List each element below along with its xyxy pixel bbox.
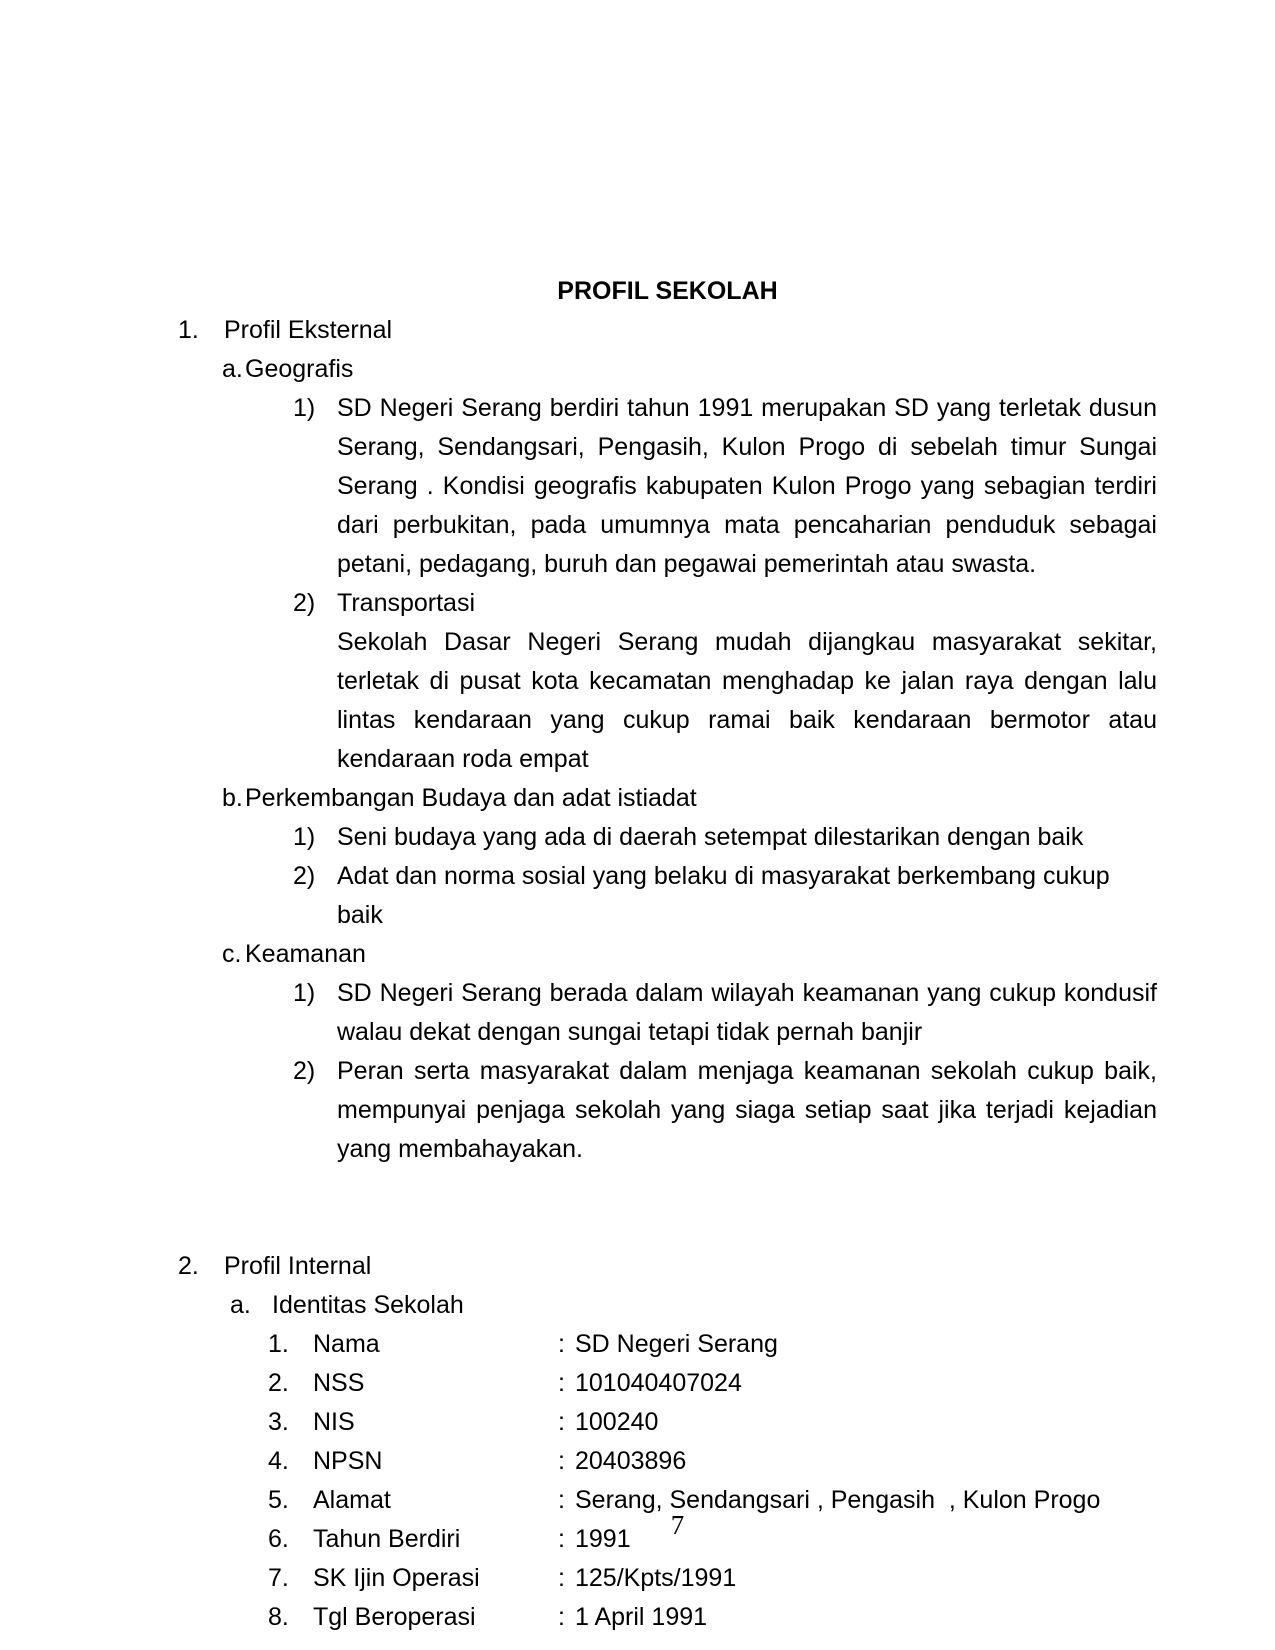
row-colon: : — [558, 1369, 565, 1397]
subsection-1b — [222, 779, 1157, 818]
row-number: 2. — [268, 1369, 289, 1397]
row-value: 100240 — [575, 1408, 659, 1436]
table-row — [268, 1403, 1157, 1442]
page-number: 7 — [670, 1510, 685, 1540]
item-text: Adat dan norma sosial yang belaku di masyarakat berkembang cukup baik — [337, 862, 1110, 929]
row-label: Tgl Beroperasi — [313, 1603, 476, 1631]
subsection-marker: a. — [222, 355, 243, 383]
row-value: 1991 — [575, 1525, 631, 1553]
item-1a-2-paragraph: Sekolah Dasar Negeri Serang mudah dijangkau masyarakat sekitar, terletak di pusat kota kecamatan menghadap ke jalan raya dengan lalu lintas kendaraan yang cukup ramai baik kendaraan bermotor atau kendaraan roda empat — [337, 628, 1157, 773]
row-colon: : — [558, 1564, 565, 1592]
row-number: 1. — [268, 1330, 289, 1358]
item-1b-2 — [293, 857, 1157, 935]
section-1 — [178, 311, 1157, 350]
item-marker: 1) — [293, 394, 316, 422]
identitas-table — [178, 1325, 1157, 1637]
row-label: Alamat — [313, 1486, 391, 1514]
item-marker: 1) — [293, 979, 316, 1007]
subsection-marker: a. — [230, 1291, 251, 1319]
item-1c-1 — [293, 974, 1157, 1052]
row-label: Nama — [313, 1330, 380, 1358]
row-label: SK Ijin Operasi — [313, 1564, 480, 1592]
section-spacer — [178, 1169, 1157, 1247]
row-colon: : — [558, 1408, 565, 1436]
row-number: 8. — [268, 1603, 289, 1631]
row-value: 1 April 1991 — [575, 1603, 708, 1631]
item-1a-2 — [293, 584, 1157, 623]
row-label: NSS — [313, 1369, 365, 1397]
row-colon: : — [558, 1525, 565, 1553]
item-marker: 2) — [293, 862, 316, 890]
row-colon: : — [558, 1486, 565, 1514]
item-text: Seni budaya yang ada di daerah setempat dilestarikan dengan baik — [337, 823, 1084, 851]
table-row — [268, 1598, 1157, 1637]
row-number: 4. — [268, 1447, 289, 1475]
subsection-label: Identitas Sekolah — [272, 1291, 464, 1319]
row-colon: : — [558, 1447, 565, 1475]
row-value: 20403896 — [575, 1447, 687, 1475]
item-1b-1 — [293, 818, 1157, 857]
item-paragraph: Peran serta masyarakat dalam menjaga keamanan sekolah cukup baik, mempunyai penjaga sekolah yang siaga setiap saat jika terjadi kejadian yang membahayakan. — [337, 1057, 1157, 1163]
table-row — [268, 1364, 1157, 1403]
row-number: 7. — [268, 1564, 289, 1592]
subsection-1c — [222, 935, 1157, 974]
row-colon: : — [558, 1603, 565, 1631]
row-value: SD Negeri Serang — [575, 1330, 778, 1358]
row-number: 6. — [268, 1525, 289, 1553]
subsection-label: Perkembangan Budaya dan adat istiadat — [245, 784, 697, 812]
table-row — [268, 1559, 1157, 1598]
subsection-label: Keamanan — [245, 940, 366, 968]
section-number: 2. — [178, 1252, 199, 1280]
row-label: NPSN — [313, 1447, 383, 1475]
document-content — [178, 272, 1157, 1637]
row-label: NIS — [313, 1408, 355, 1436]
row-value: 101040407024 — [575, 1369, 742, 1397]
table-row — [268, 1325, 1157, 1364]
row-number: 3. — [268, 1408, 289, 1436]
item-marker: 1) — [293, 823, 316, 851]
section-label: Profil Internal — [224, 1252, 372, 1280]
subsection-marker: b. — [222, 784, 243, 812]
section-label: Profil Eksternal — [224, 316, 393, 344]
row-label: Tahun Berdiri — [313, 1525, 461, 1553]
item-marker: 2) — [293, 589, 316, 617]
item-paragraph: SD Negeri Serang berada dalam wilayah keamanan yang cukup kondusif walau dekat dengan sungai tetapi tidak pernah banjir — [337, 979, 1157, 1046]
section-2 — [178, 1247, 1157, 1286]
item-1c-2 — [293, 1052, 1157, 1169]
item-1a-1 — [293, 389, 1157, 584]
section-number: 1. — [178, 316, 199, 344]
subsection-label: Geografis — [245, 355, 354, 383]
row-number: 5. — [268, 1486, 289, 1514]
item-label: Transportasi — [337, 589, 476, 617]
page-title: PROFIL SEKOLAH — [557, 277, 778, 305]
row-value: 125/Kpts/1991 — [575, 1564, 737, 1592]
row-colon: : — [558, 1330, 565, 1358]
subsection-marker: c. — [222, 940, 242, 968]
table-row — [268, 1442, 1157, 1481]
subsection-1a — [222, 350, 1157, 389]
row-value: Serang, Sendangsari , Pengasih , Kulon Progo — [575, 1486, 1101, 1514]
item-paragraph: SD Negeri Serang berdiri tahun 1991 merupakan SD yang terletak dusun Serang, Sendangsari, Pengasih, Kulon Progo di sebelah timur Sungai Serang . Kondisi geografis kabupaten Kulon Progo yang sebagian terdiri dari perbukitan, pada umumnya mata pencaharian penduduk sebagai petani, pedagang, buruh dan pegawai pemerintah atau swasta. — [337, 394, 1157, 578]
item-marker: 2) — [293, 1057, 316, 1085]
subsection-2a — [230, 1286, 1157, 1325]
